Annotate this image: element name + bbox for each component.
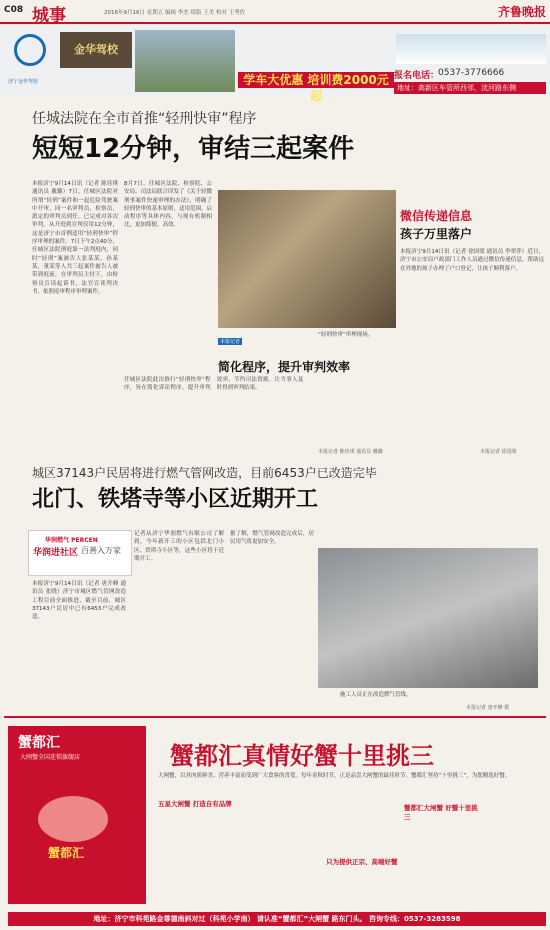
crab-subhead-1: 五星大闸蟹 打造自有品牌 — [158, 800, 232, 808]
story1-column-2: 8月7日，任城区法院、检察院、公安局、司法局联合印发了《关于轻微刑事案件快速审理的办法》，明确了轻刑快审的基本原则，适用范围，启动程序等具体内容，与现有机制相比，更加简便，高效。 — [124, 181, 212, 229]
logo-caption: 济宁金华驾校 — [8, 79, 39, 85]
crab-logo: 蟹都汇 — [18, 735, 60, 751]
masthead-brand: 齐鲁晚报 — [497, 5, 546, 19]
side-byline: 本报记者 徐国梁 — [480, 449, 517, 455]
gas-slogan-1: 华润进社区 — [33, 548, 79, 558]
crab-ad-footer: 地址：济宁市科苑路金尊德南斜对过（科苑小学南） 请认准“蟹都汇”大闸蟹 路东门头。 咨询专线：0537-3283598 — [8, 912, 546, 926]
phone-number: 0537-3776666 — [438, 68, 505, 78]
story2-headline: 北门、铁塔寺等小区近期开工 — [32, 487, 319, 512]
school-logo-icon — [14, 34, 46, 66]
gas-company-ad — [28, 530, 132, 576]
story1-column-1: 本报济宁9月14日讯（记者 陈佳琪 通讯员 戴璐）7日，任城区法院对所谓“轻刑”案件和一起危险驾驶案中开审，同一名审判员，检察员，派定的审判员到任，已完成对各次审判，从开庭到宣判仅用12分钟，这是济宁市首例适用“轻刑快审”程序审理的案件。7日下午2点40分，任城区法院刑庭第一法判庭内，同时“轻刑”案被告人张某某，孙某某，董某等人共三起案件被告人被带到庭前，在审判员主持下，由检察员宣读起诉书，法官宣读判决书，依照庭审程序审理案件。 — [32, 181, 118, 295]
driving-school-ad — [0, 26, 550, 103]
story1-byline: 本报记者 陈佳琪 通讯员 戴璐 — [318, 449, 383, 455]
pipe-work-caption: 施工人员正在改造燃气管线。 — [340, 692, 412, 698]
side-headline-2: 孩子万里落户 — [400, 227, 473, 241]
crab-subhead-3: 蟹都汇大闸蟹 好蟹十里挑三 — [404, 804, 478, 821]
header-meta: 2016年9月16日 星期五 编辑 李杰 组版 王美 校对 王秀佐 — [104, 10, 246, 16]
side-story-text: 本报济宁9月14日讯（记者 徐国梁 通讯员 李翠萍）近日，济宁市公安局户政部门工作人员通过微信传递信息，帮助远在外地的孩子办理了户口登记，让孩子顺利落户。 — [400, 249, 544, 272]
story2-byline: 本报记者 唐开峰 摄 — [466, 705, 510, 711]
side-headline-1: 微信传递信息 — [400, 209, 473, 223]
gas-slogan-2: 百善入万家 — [81, 546, 121, 555]
story2-column-1: 本报济宁9月14日讯（记者 唐开峰 通讯员 张晓）济宁市城区燃气管网改造工程目前全面推进，截至目前，城区37143户民居中已有6453户完成改造。 — [32, 581, 126, 621]
crab-icon — [38, 796, 108, 842]
crab-subhead-2: 只为提供正宗、高端好蟹 — [326, 858, 398, 866]
story1-subhead: 简化程序，提升审判效率 — [218, 360, 351, 374]
crab-ad — [0, 720, 550, 930]
training-ground-photo — [135, 30, 235, 92]
crab-ad-title: 蟹都汇真情好蟹十里挑三 — [170, 742, 434, 770]
story2-column-2: 记者从济宁华润燃气有限公司了解到，今年新开工的小区包括北门小区、铁塔寺小区等，这些小区将于近期开工。 — [134, 531, 224, 562]
story1-kicker: 任城法院在全市首推“轻刑快审”程序 — [32, 111, 257, 127]
courtroom-caption: “轻刑快审”审理现场。 — [318, 332, 374, 338]
story1-headline: 短短12分钟，审结三起案件 — [32, 134, 355, 164]
crab-ad-lead: 大闸蟹，以其肉质鲜美、营养丰富而受到广大食客的喜爱。每年金秋时节，正是品尝大闸蟹的最佳时节。蟹都汇坚持“十里挑三”，为您精选好蟹。 — [158, 773, 511, 779]
crab-label: 蟹都汇 — [48, 846, 85, 860]
promo-banner: 学车大优惠 培训费2000元起 — [238, 72, 394, 88]
pipe-work-photo — [318, 548, 538, 688]
story1-column-3: 任城区法院此次推行“轻刑快审”程序，旨在简化诉讼程序，提升审判效率，节约司法资源，让当事人及时得到审判结果。 — [124, 377, 304, 392]
school-sign: 金华驾校 — [60, 32, 132, 68]
section-divider — [4, 716, 546, 718]
section-title: 城事 — [32, 6, 66, 26]
story2-column-3: 据了解，燃气管网改造完成后，居民用气将更加安全。 — [230, 531, 314, 546]
crab-logo-sub: 大闸蟹全国连锁旗舰店 — [20, 754, 81, 761]
sky-photo — [396, 34, 546, 64]
page-number: C08 — [4, 5, 24, 15]
phone-label: 报名电话： — [394, 71, 440, 81]
story2-kicker: 城区37143户民居将进行燃气管网改造，目前6453户已改造完毕 — [32, 466, 377, 480]
crab-ad-panel — [8, 726, 146, 904]
courtroom-photo — [218, 190, 396, 328]
page-header — [0, 0, 550, 24]
address: 地址：高新区车管所西邻，洸河路东侧 — [394, 82, 546, 94]
photo-credit-tag: 本报记者 — [220, 339, 241, 345]
gas-brand: 华润燃气 PERCEN — [45, 537, 98, 544]
